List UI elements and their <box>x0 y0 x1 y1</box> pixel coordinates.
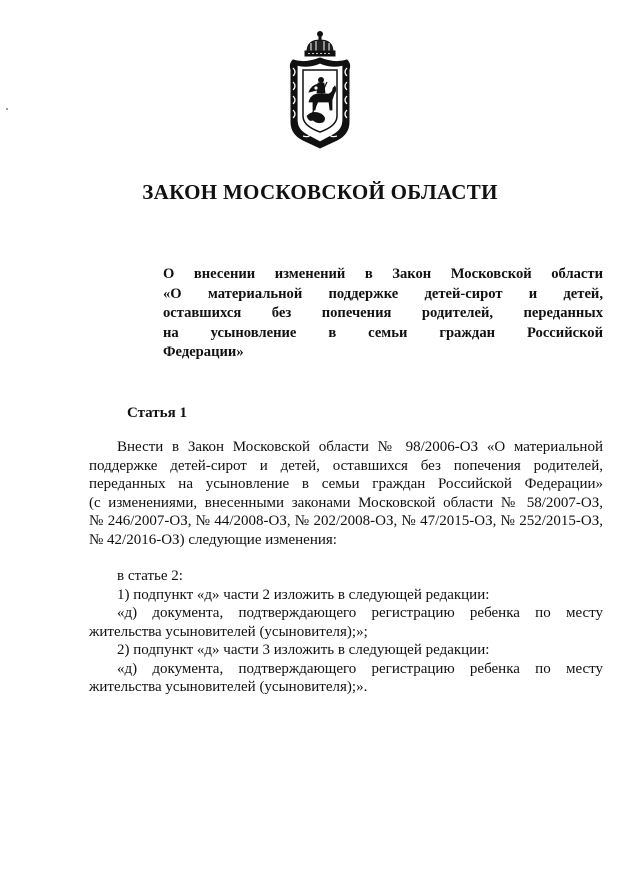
law-subtitle <box>163 265 603 363</box>
subtitle-line: Федерации» <box>163 344 244 360</box>
moscow-oblast-coat-of-arms-icon <box>283 30 357 152</box>
article-heading: Статья 1 <box>127 405 187 421</box>
body-line: № 42/2016-ОЗ) следующие изменения: <box>89 531 337 548</box>
law-title: ЗАКОН МОСКОВСКОЙ ОБЛАСТИ <box>142 180 498 204</box>
subtitle-line: оставшихся без попечения родителей, переданных <box>163 305 603 321</box>
body-line: жительства усыновителей (усыновителя);». <box>89 679 368 695</box>
body-line: «д) документа, подтверждающего регистрацию ребенка по месту <box>117 605 603 621</box>
margin-mark <box>6 108 8 110</box>
body-line: жительства усыновителей (усыновителя);»; <box>89 623 368 640</box>
body-line: переданных на усыновление в семьи граждан Российской Федерации» <box>89 476 603 492</box>
body-line: Внести в Закон Московской области № 98/2006-ОЗ «О материальной <box>117 439 603 455</box>
subtitle-line: «О материальной поддержке детей-сирот и детей, <box>163 285 603 302</box>
body-line: поддержке детей-сирот и детей, оставшихся без попечения родителей, <box>89 457 603 474</box>
subtitle-line: на усыновление в семьи граждан Российской <box>163 324 603 341</box>
body-line: 1) подпункт «д» части 2 изложить в следующей редакции: <box>117 586 490 603</box>
subtitle-line: О внесении изменений в Закон Московской области <box>163 266 603 282</box>
body-line: 2) подпункт «д» части 3 изложить в следующей редакции: <box>117 642 490 658</box>
paragraph-gap <box>89 549 603 567</box>
article-body <box>89 438 603 697</box>
body-line: «д) документа, подтверждающего регистрацию ребенка по месту <box>117 660 603 677</box>
body-line: в статье 2: <box>117 568 183 584</box>
body-line: (с изменениями, внесенными законами Московской области № 58/2007-ОЗ, <box>89 494 603 511</box>
body-line: № 246/2007-ОЗ, № 44/2008-ОЗ, № 202/2008-ОЗ, № 47/2015-ОЗ, № 252/2015-ОЗ, <box>89 513 603 529</box>
